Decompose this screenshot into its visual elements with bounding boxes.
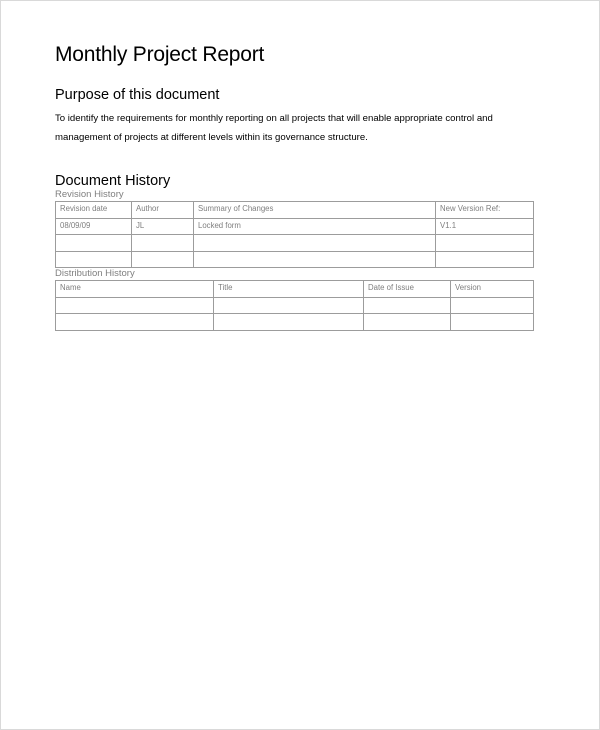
table-row xyxy=(56,235,534,252)
table-cell xyxy=(132,251,194,268)
purpose-heading: Purpose of this document xyxy=(55,87,220,103)
table-cell: 08/09/09 xyxy=(56,218,132,235)
table-row xyxy=(56,218,534,235)
table-cell xyxy=(56,314,214,331)
table-cell xyxy=(436,251,534,268)
table-row xyxy=(56,251,534,268)
revision-history-caption: Revision History xyxy=(55,189,124,200)
table-cell xyxy=(132,235,194,252)
revision-history-table xyxy=(55,201,534,268)
header-new-version-ref: New Version Ref: xyxy=(436,202,534,219)
header-revision-date: Revision date xyxy=(56,202,132,219)
page-title: Monthly Project Report xyxy=(55,43,265,66)
table-cell: JL xyxy=(132,218,194,235)
table-cell xyxy=(364,297,451,314)
table-cell xyxy=(194,251,436,268)
document-history-heading: Document History xyxy=(55,173,171,189)
header-title: Title xyxy=(214,281,364,298)
table-cell xyxy=(56,251,132,268)
table-cell xyxy=(56,235,132,252)
header-summary-of-changes: Summary of Changes xyxy=(194,202,436,219)
distribution-history-caption: Distribution History xyxy=(55,268,135,279)
table-cell: Locked form xyxy=(194,218,436,235)
table-row xyxy=(56,297,534,314)
table-cell xyxy=(214,297,364,314)
table-header-row xyxy=(56,281,534,298)
table-cell xyxy=(364,314,451,331)
table-cell xyxy=(436,235,534,252)
table-cell: V1.1 xyxy=(436,218,534,235)
table-cell xyxy=(451,297,534,314)
table-cell xyxy=(451,314,534,331)
table-cell xyxy=(56,297,214,314)
distribution-history-table xyxy=(55,280,534,331)
header-version: Version xyxy=(451,281,534,298)
table-cell xyxy=(214,314,364,331)
header-date-of-issue: Date of Issue xyxy=(364,281,451,298)
purpose-text: To identify the requirements for monthly reporting on all projects that will enable appropriate control and management of projects at different levels within its governance structure. xyxy=(55,113,493,143)
table-header-row xyxy=(56,202,534,219)
header-name: Name xyxy=(56,281,214,298)
table-row xyxy=(56,314,534,331)
table-cell xyxy=(194,235,436,252)
header-author: Author xyxy=(132,202,194,219)
